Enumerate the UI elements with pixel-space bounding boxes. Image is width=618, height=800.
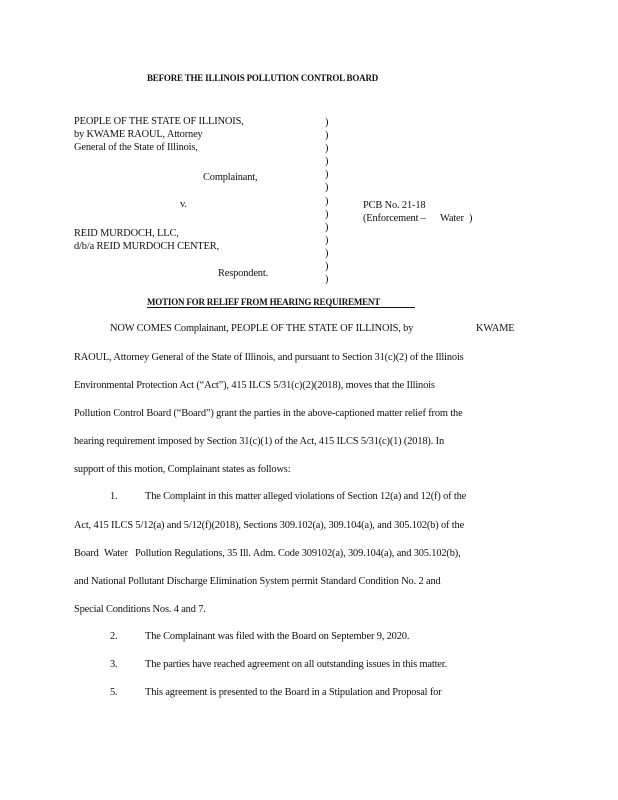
intro-line-2: RAOUL, Attorney General of the State of Illinois, and pursuant to Section 31(c)(2) of the Illinois — [74, 352, 464, 363]
intro-line-3: Environmental Protection Act (“Act”), 415 ILCS 5/31(c)(2)(2018), moves that the Illinois — [74, 380, 435, 391]
item-2-line-1: The Complainant was filed with the Board on September 9, 2020. — [145, 631, 410, 642]
intro-line-6: support of this motion, Complainant states as follows: — [74, 464, 291, 475]
respondent-label: Respondent. — [218, 268, 269, 279]
caption-bracket: ) — [325, 117, 329, 128]
item-1-line-3c: Pollution Regulations, 35 Ill. Adm. Code 309102(a), 309.104(a), and 305.102(b), — [135, 548, 461, 559]
caption-bracket: ) — [325, 156, 329, 168]
item-number: 2. — [110, 631, 118, 642]
item-number: 3. — [110, 659, 118, 670]
item-5-line-1: This agreement is presented to the Board in a Stipulation and Proposal for — [145, 687, 442, 698]
caption-bracket: ) — [325, 182, 329, 194]
case-type-suffix: ) — [469, 213, 473, 224]
item-1-line-3b: Water — [104, 548, 128, 559]
motion-title-underline — [147, 307, 415, 308]
caption-bracket: ) — [325, 195, 329, 207]
caption-bracket: ) — [325, 143, 329, 155]
item-1-line-1: The Complaint in this matter alleged violations of Section 12(a) and 12(f) of the — [145, 491, 467, 502]
intro-line-5: hearing requirement imposed by Section 31(c)(1) of the Act, 415 ILCS 5/31(c)(1) (2018). In — [74, 436, 444, 447]
caption-bracket: ) — [325, 247, 329, 259]
item-number: 5. — [110, 687, 118, 698]
party2-line1: REID MURDOCH, LLC, — [74, 228, 179, 239]
motion-title: MOTION FOR RELIEF FROM HEARING REQUIREMENT — [147, 297, 381, 307]
caption-bracket: ) — [325, 234, 329, 246]
party1-line3: General of the State of Illinois, — [74, 142, 198, 153]
versus-label: v. — [180, 199, 187, 210]
caption-bracket: ) — [325, 261, 329, 273]
case-number: PCB No. 21-18 — [363, 200, 426, 211]
intro-line-1-right: KWAME — [476, 323, 515, 334]
item-1-line-3a: Board — [74, 548, 99, 559]
caption-bracket: ) — [325, 208, 329, 220]
item-1-line-5: Special Conditions Nos. 4 and 7. — [74, 604, 206, 615]
intro-line-1: NOW COMES Complainant, PEOPLE OF THE STATE OF ILLINOIS, by — [110, 323, 414, 334]
intro-line-4: Pollution Control Board (“Board”) grant the parties in the above-captioned matter relief from the — [74, 408, 463, 419]
item-number: 1. — [110, 491, 118, 502]
court-heading: BEFORE THE ILLINOIS POLLUTION CONTROL BOARD — [147, 73, 379, 83]
item-1-line-2: Act, 415 ILCS 5/12(a) and 5/12(f)(2018), Sections 309.102(a), 309.104(a), and 305.102(b) of the — [74, 520, 465, 531]
caption-bracket: ) — [325, 130, 329, 142]
item-3-line-1: The parties have reached agreement on all outstanding issues in this matter. — [145, 659, 447, 670]
caption-bracket: ) — [325, 274, 329, 286]
caption-bracket: ) — [325, 221, 329, 233]
caption-bracket-column — [325, 116, 335, 286]
party1-line1: PEOPLE OF THE STATE OF ILLINOIS, — [74, 116, 244, 127]
party1-line2: by KWAME RAOUL, Attorney — [74, 129, 203, 140]
party2-line2: d/b/a REID MURDOCH CENTER, — [74, 241, 220, 252]
caption-bracket: ) — [325, 169, 329, 181]
case-type-prefix: (Enforcement – — [363, 213, 426, 224]
item-1-line-4: and National Pollutant Discharge Elimination System permit Standard Condition No. 2 and — [74, 576, 441, 587]
case-type-word: Water — [440, 213, 464, 224]
complainant-label: Complainant, — [203, 172, 258, 183]
